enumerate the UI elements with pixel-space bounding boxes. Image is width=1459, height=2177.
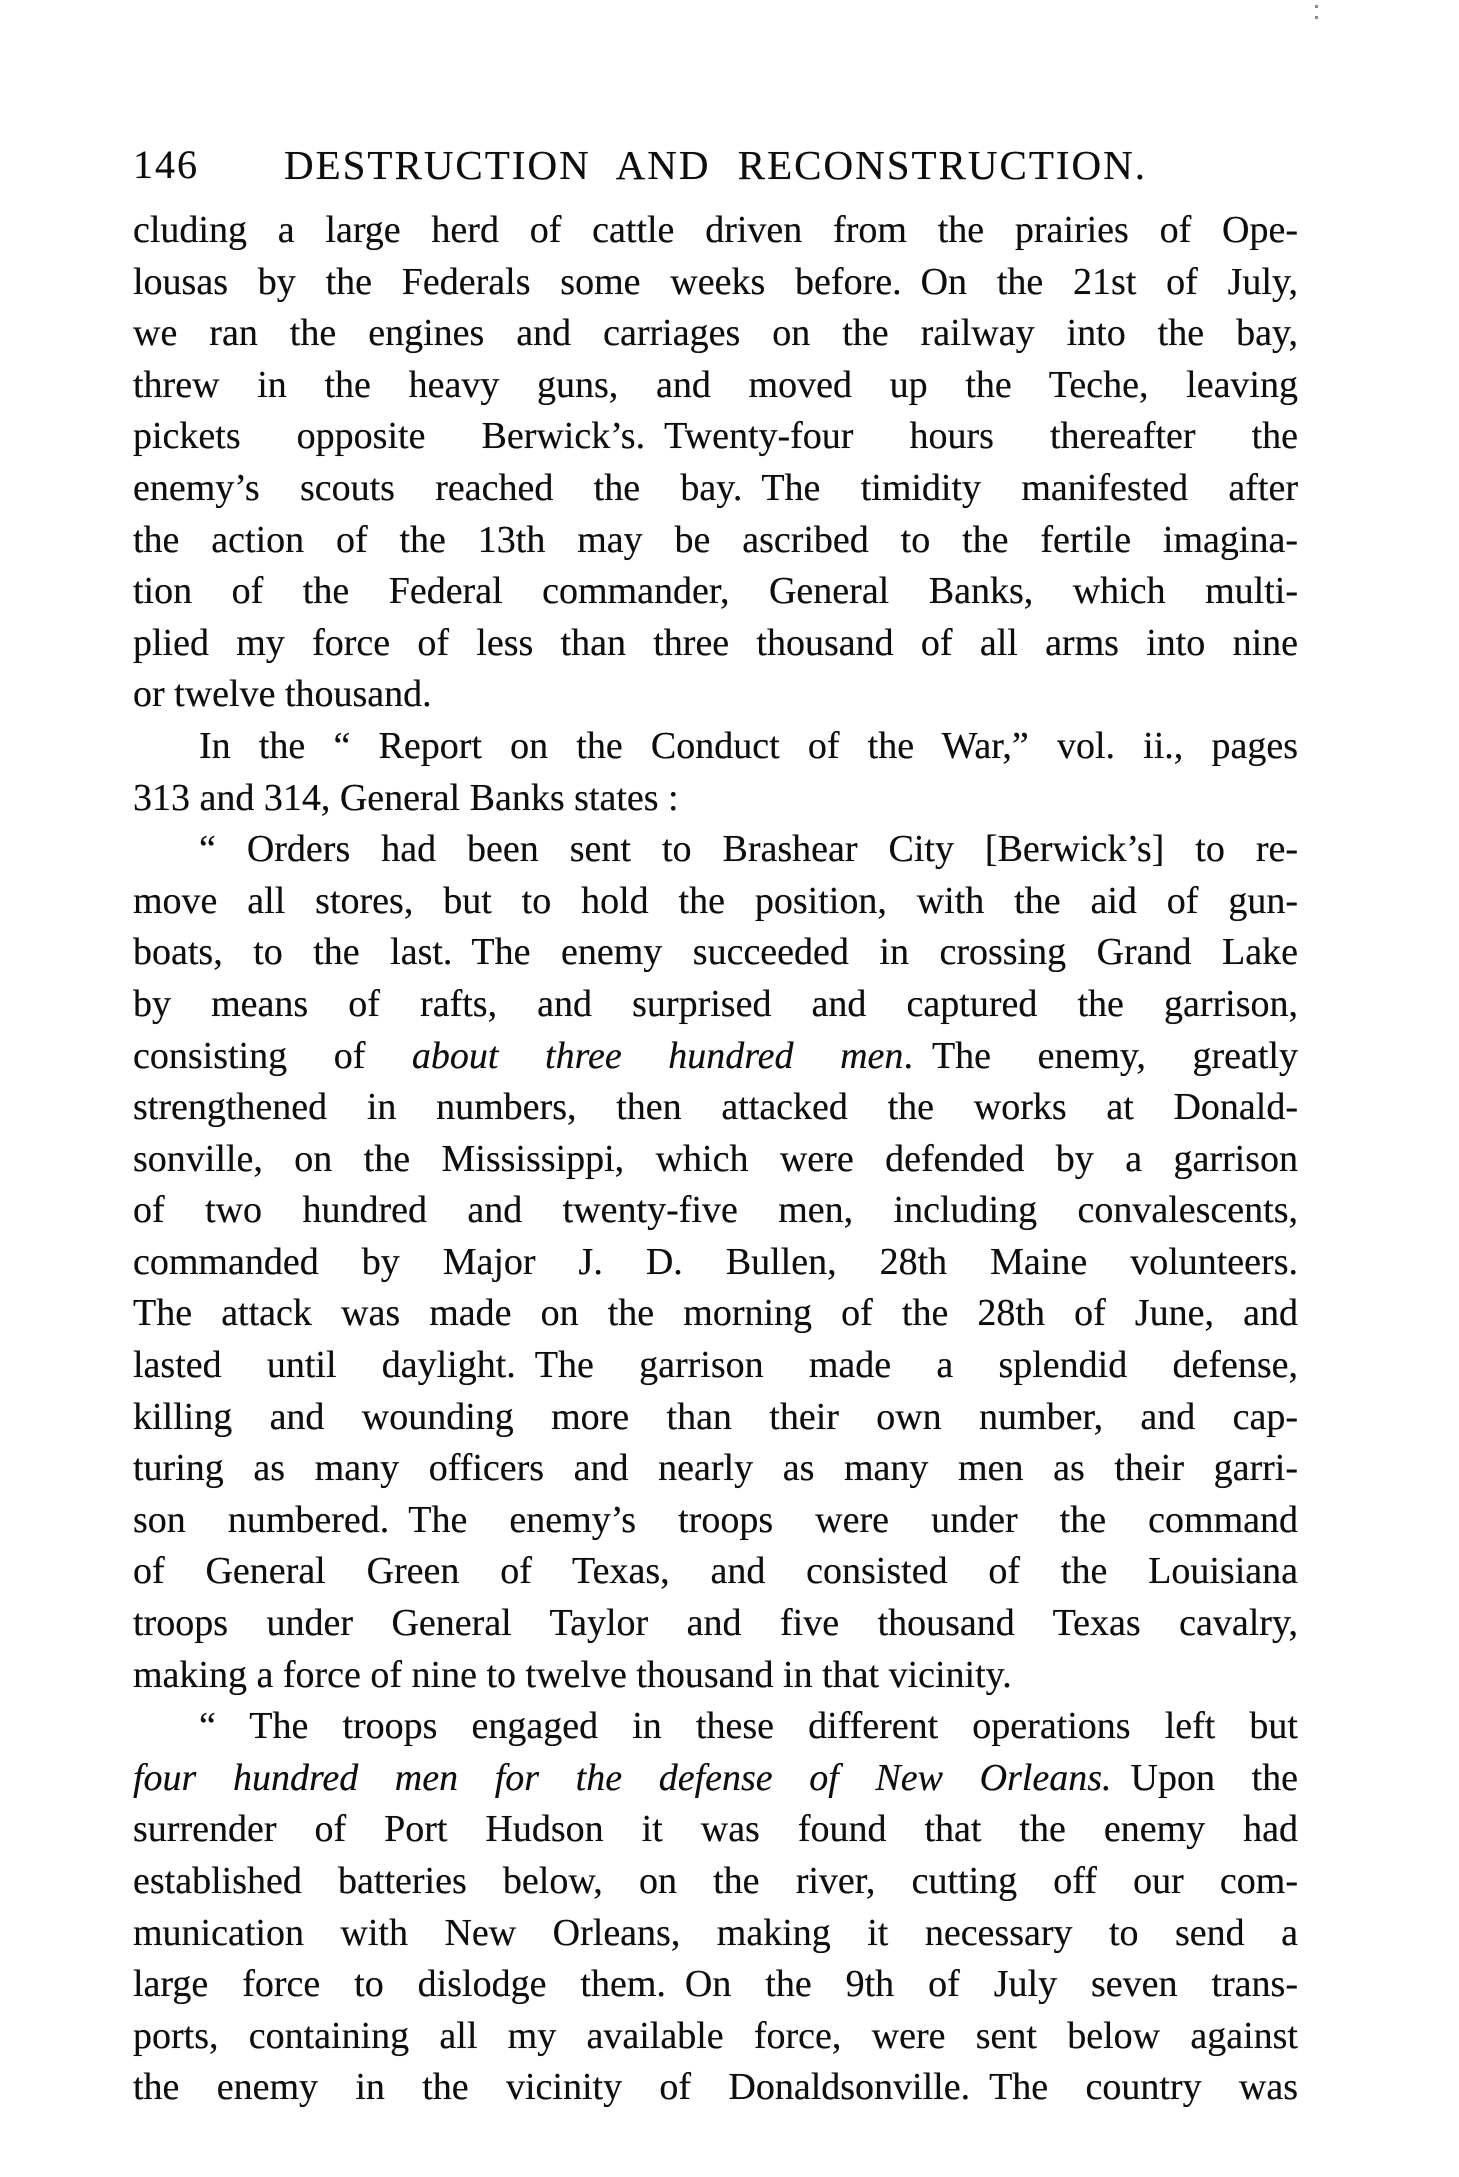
- text-line: [133, 1443, 1298, 1495]
- text-line: [133, 411, 1298, 463]
- running-head: [133, 138, 1298, 192]
- text-run: In the “ Report on the Conduct of the War,” vol. ii., pages: [199, 724, 1298, 767]
- text-line: [133, 1701, 1298, 1753]
- text-line: [133, 1340, 1298, 1392]
- text-run: consisting of: [133, 1034, 412, 1077]
- text-line: [133, 1288, 1298, 1340]
- text-line: [133, 773, 1298, 825]
- text-run: tion of the Federal commander, General Banks, which multi-: [133, 570, 1298, 613]
- text-run: move all stores, but to hold the position, with the aid of gun-: [133, 879, 1298, 922]
- text-run: troops under General Taylor and five thousand Texas cavalry,: [133, 1602, 1298, 1645]
- text-line: [133, 1908, 1298, 1960]
- text-run: munication with New Orleans, making it necessary to send a: [133, 1911, 1298, 1954]
- text-run: large force to dislodge them. On the 9th of July seven trans-: [133, 1963, 1298, 2006]
- italic-text-run: about three hundred men: [411, 1034, 904, 1077]
- text-line: [133, 618, 1298, 670]
- text-line: [133, 1237, 1298, 1289]
- text-run: or twelve thousand.: [133, 673, 432, 716]
- text-line: [133, 1650, 1298, 1702]
- text-line: [133, 1753, 1298, 1805]
- text-line: [133, 360, 1298, 412]
- text-line: [133, 979, 1298, 1031]
- text-line: [133, 1495, 1298, 1547]
- text-run: killing and wounding more than their own number, and cap-: [133, 1395, 1298, 1438]
- text-line: [133, 1856, 1298, 1908]
- text-line: [133, 257, 1298, 309]
- italic-text-run: four hundred men for the defense of New Orleans.: [133, 1756, 1112, 1799]
- running-title: DESTRUCTION AND RECONSTRUCTION.: [283, 142, 1148, 188]
- text-run: . The enemy, greatly: [903, 1034, 1298, 1077]
- text-line: [133, 205, 1298, 257]
- text-line: [133, 2062, 1298, 2114]
- text-run: pickets opposite Berwick’s. Twenty-four hours thereafter the: [133, 415, 1298, 458]
- text-line: [133, 308, 1298, 360]
- text-line: [133, 876, 1298, 928]
- text-run: making a force of nine to twelve thousand in that vicinity.: [133, 1653, 1012, 1696]
- text-run: cluding a large herd of cattle driven from the prairies of Ope-: [133, 209, 1298, 251]
- text-line: [133, 1546, 1298, 1598]
- text-line: [133, 1185, 1298, 1237]
- text-line: [133, 1804, 1298, 1856]
- text-line: [133, 463, 1298, 515]
- text-run: commanded by Major J. D. Bullen, 28th Maine volunteers.: [133, 1240, 1298, 1283]
- text-line: [133, 1598, 1298, 1650]
- text-run: threw in the heavy guns, and moved up the Teche, leaving: [133, 363, 1298, 406]
- text-line: [133, 2011, 1298, 2063]
- text-run: enemy’s scouts reached the bay. The timidity manifested after: [133, 466, 1298, 509]
- page-number: 146: [133, 142, 199, 187]
- text-run: “ Orders had been sent to Brashear City [Berwick’s] to re-: [199, 828, 1298, 871]
- text-run: by means of rafts, and surprised and captured the garrison,: [133, 982, 1298, 1025]
- text-run: lasted until daylight. The garrison made a splendid defense,: [133, 1344, 1298, 1387]
- text-run: the action of the 13th may be ascribed to the fertile imagina-: [133, 518, 1298, 561]
- page-body: [133, 205, 1298, 2114]
- text-line: [133, 927, 1298, 979]
- text-run: “ The troops engaged in these different operations left but: [199, 1705, 1298, 1748]
- text-run: boats, to the last. The enemy succeeded in crossing Grand Lake: [133, 931, 1298, 974]
- scan-artifact: [1315, 5, 1318, 21]
- text-run: sonville, on the Mississippi, which were defended by a garrison: [133, 1137, 1298, 1180]
- text-run: strengthened in numbers, then attacked the works at Donald-: [133, 1086, 1298, 1129]
- text-line: [133, 1959, 1298, 2011]
- text-line: [133, 1031, 1298, 1083]
- text-line: [133, 566, 1298, 618]
- text-line: [133, 824, 1298, 876]
- text-run: surrender of Port Hudson it was found that the enemy had: [133, 1808, 1298, 1851]
- text-line: [133, 1392, 1298, 1444]
- text-run: ports, containing all my available force, were sent below against: [133, 2014, 1298, 2057]
- text-line: [133, 1082, 1298, 1134]
- text-run: of General Green of Texas, and consisted of the Louisiana: [133, 1550, 1298, 1593]
- text-run: Upon the: [1111, 1756, 1299, 1799]
- text-line: [133, 1134, 1298, 1186]
- text-line: [133, 515, 1298, 567]
- text-run: 313 and 314, General Banks states :: [133, 776, 679, 819]
- text-run: of two hundred and twenty-five men, including convalescents,: [133, 1189, 1298, 1232]
- text-run: the enemy in the vicinity of Donaldsonville. The country was: [133, 2066, 1298, 2109]
- text-line: [133, 669, 1298, 721]
- text-line: [133, 721, 1298, 773]
- text-run: son numbered. The enemy’s troops were under the command: [133, 1498, 1298, 1541]
- text-run: we ran the engines and carriages on the railway into the bay,: [133, 312, 1298, 355]
- text-run: lousas by the Federals some weeks before. On the 21st of July,: [133, 260, 1298, 303]
- text-run: turing as many officers and nearly as many men as their garri-: [133, 1447, 1298, 1490]
- text-run: plied my force of less than three thousand of all arms into nine: [133, 621, 1298, 664]
- text-run: The attack was made on the morning of the 28th of June, and: [133, 1292, 1298, 1335]
- text-run: established batteries below, on the river, cutting off our com-: [133, 1860, 1298, 1902]
